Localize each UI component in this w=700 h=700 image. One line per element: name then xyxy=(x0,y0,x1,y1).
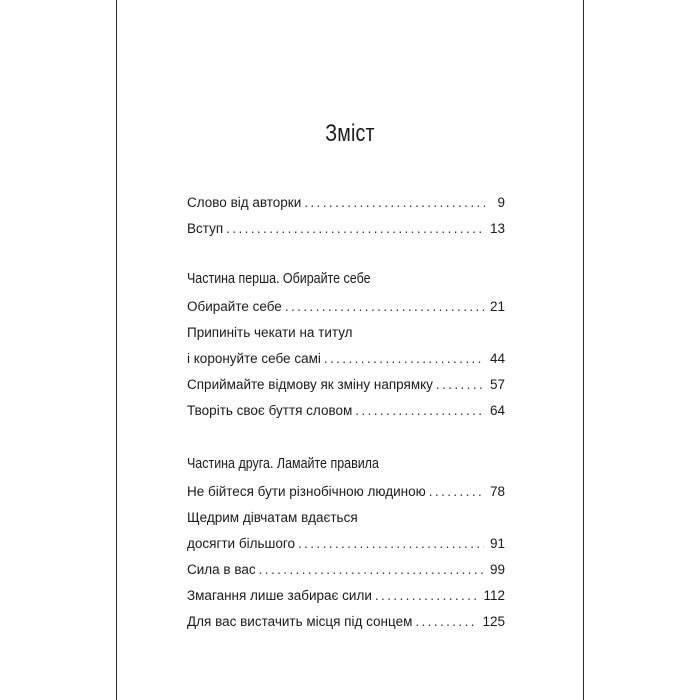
toc-entry xyxy=(187,587,505,605)
toc-entry-page: 57 xyxy=(489,377,505,392)
dot-leader xyxy=(298,535,484,553)
toc-entry-label: Для вас вистачить місця під сонцем xyxy=(187,614,413,629)
toc-entry-label: і коронуйте себе самі xyxy=(187,351,321,366)
toc-entry-author-note xyxy=(187,194,505,212)
toc-entry xyxy=(187,376,505,394)
dot-leader xyxy=(355,402,484,420)
section-heading-part1: Частина перша. Обирайте себе xyxy=(187,271,371,287)
toc-entry-label: Творіть своє буття словом xyxy=(187,403,353,418)
dot-leader xyxy=(304,194,485,212)
toc-entry-page: 78 xyxy=(489,484,505,499)
toc-entry-label: Обирайте себе xyxy=(187,299,282,314)
toc-entry-page: 99 xyxy=(489,562,505,577)
toc-entry-label: Сприймайте відмову як зміну напрямку xyxy=(187,377,433,392)
toc-entry-label: Сила в вас xyxy=(187,562,256,577)
toc-entry-page: 125 xyxy=(482,614,505,629)
dot-leader xyxy=(324,350,484,368)
toc-entry-page: 91 xyxy=(489,536,505,551)
toc-entry-page: 44 xyxy=(489,351,505,366)
toc-entry-line1: Припиніть чекати на титул xyxy=(187,325,353,340)
book-page xyxy=(116,0,584,700)
toc-entry-intro xyxy=(187,220,505,238)
dot-leader xyxy=(375,587,478,605)
toc-entry xyxy=(187,402,505,420)
dot-leader xyxy=(436,376,484,394)
toc-entry-page: 21 xyxy=(489,299,505,314)
toc-entry-page: 13 xyxy=(489,221,505,236)
toc-entry-label: Змагання лише забирає сили xyxy=(187,588,372,603)
section-heading-part2: Частина друга. Ламайте правила xyxy=(187,456,379,472)
toc-entry-page: 9 xyxy=(497,195,505,210)
dot-leader xyxy=(259,561,484,579)
page-title: Зміст xyxy=(325,120,375,147)
toc-entry-page: 64 xyxy=(489,403,505,418)
toc-entry-label: досягти більшого xyxy=(187,536,295,551)
toc-entry-label: Вступ xyxy=(187,221,224,236)
toc-entry-page: 112 xyxy=(483,588,505,603)
toc-entry xyxy=(187,483,505,501)
dot-leader xyxy=(415,613,476,631)
toc-entry xyxy=(187,613,505,631)
dot-leader xyxy=(226,220,484,238)
toc-entry xyxy=(187,298,505,316)
toc-entry-line1: Щедрим дівчатам вдається xyxy=(187,510,358,525)
toc-entry-label: Слово від авторки xyxy=(187,195,302,210)
toc-entry xyxy=(187,350,505,368)
toc-entry xyxy=(187,535,505,553)
toc-entry-label: Не бійтеся бути різнобічною людиною xyxy=(187,484,426,499)
toc-entry xyxy=(187,561,505,579)
dot-leader xyxy=(285,298,484,316)
dot-leader xyxy=(429,483,484,501)
